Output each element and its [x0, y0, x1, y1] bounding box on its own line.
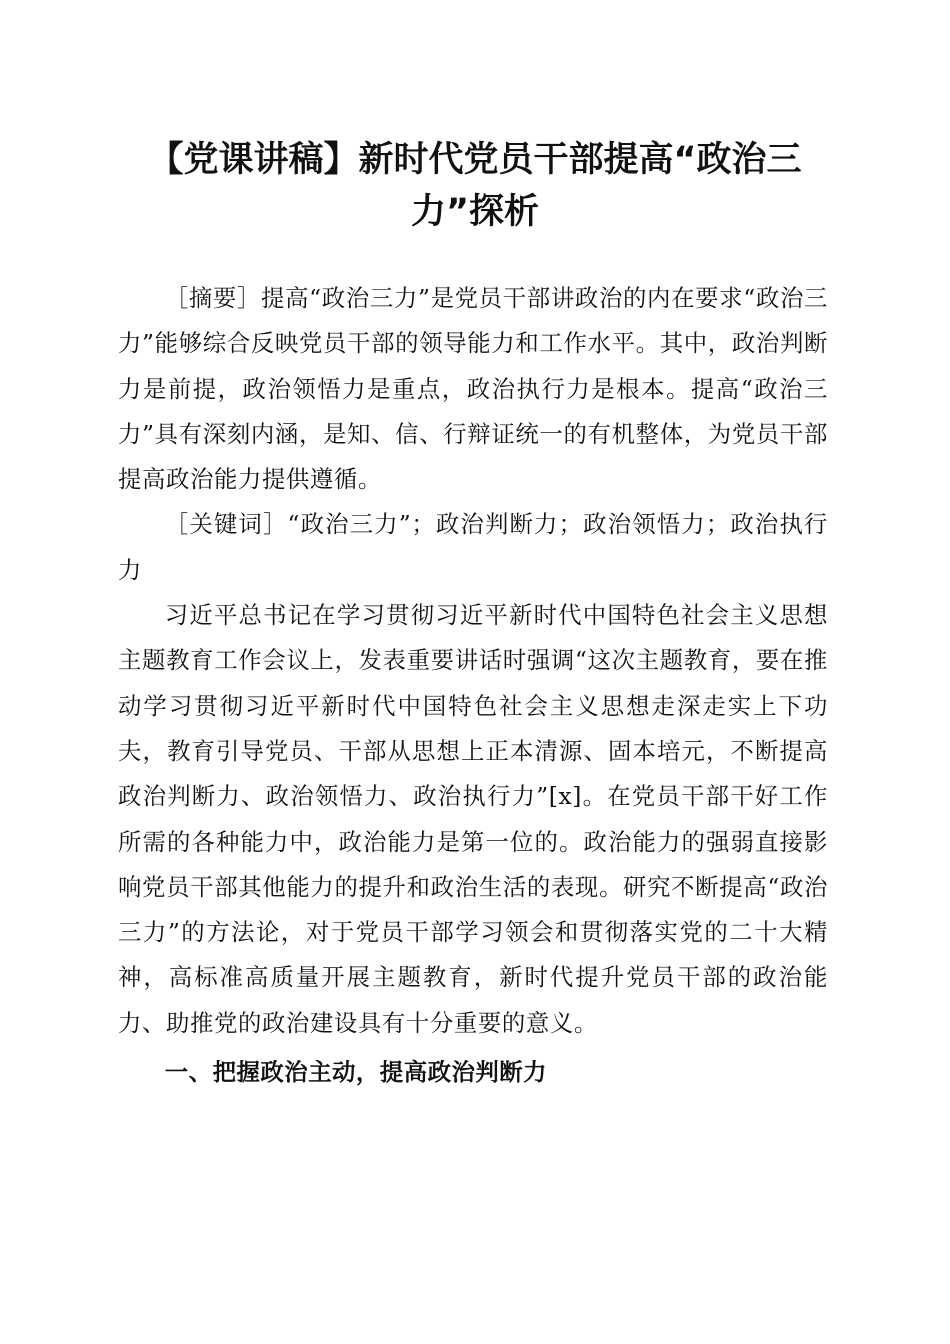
document-title: 【党课讲稿】新时代党员干部提高“政治三力”探析 — [148, 140, 802, 232]
intro-paragraph: 习近平总书记在学习贯彻习近平新时代中国特色社会主义思想主题教育工作会议上，发表重要讲话时强调“这次主题教育，要在推动学习贯彻习近平新时代中国特色社会主义思想走深走实上下功夫，教育引导党员、干部从思想上正本清源、固本培元，不断提高政治判断力、政治领悟力、政治执行力”[x]。在党员干部干好工作所需的各种能力中，政治能力是第一位的。政治能力的强弱直接影响党员干部其他能力的提升和政治生活的表现。研究不断提高“政治三力”的方法论，对于党员干部学习领会和贯彻落实党的二十大精神，高标准高质量开展主题教育，新时代提升党员干部的政治能力、助推党的政治建设具有十分重要的意义。 — [118, 601, 828, 1037]
section-heading: 一、把握政治主动，提高政治判断力 — [164, 1058, 548, 1087]
document-body — [118, 276, 828, 1098]
abstract-paragraph: ［摘要］提高“政治三力”是党员干部讲政治的内在要求“政治三力”能够综合反映党员干部的领导能力和工作水平。其中，政治判断力是前提，政治领悟力是重点，政治执行力是根本。提高“政治三力”具有深刻内涵，是知、信、行辩证统一的有机整体，为党员干部提高政治能力提供遵循。 — [118, 284, 828, 494]
keywords-paragraph: ［关键词］“政治三力”；政治判断力；政治领悟力；政治执行力 — [118, 510, 828, 584]
